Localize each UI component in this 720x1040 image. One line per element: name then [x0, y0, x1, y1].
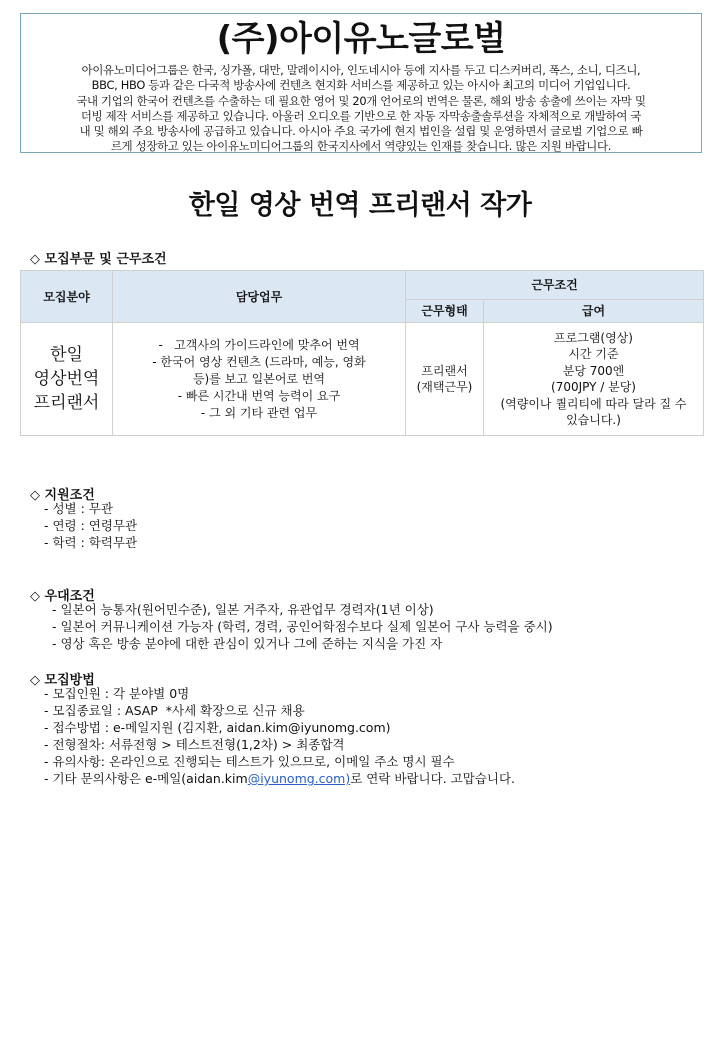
field-cell — [21, 323, 113, 436]
pay-line: 시간 기준 — [568, 347, 619, 361]
work-type-cell — [406, 323, 484, 436]
preferences-heading: ◇ 우대조건 — [30, 589, 95, 604]
duties-cell — [113, 323, 406, 436]
list-item: - 학력 : 학력무관 — [44, 535, 138, 550]
company-description-line: BBC, HBO 등과 같은 다국적 방송사에 컨텐츠 현지화 서비스를 제공하고 있는 아시아 최고의 미디어 기업입니다. — [91, 78, 631, 93]
list-item: - 전형절차: 서류전형 > 테스트전형(1,2차) > 최종합격 — [44, 737, 345, 752]
list-item: - 성별 : 무관 — [44, 501, 113, 516]
preferences-list — [30, 601, 553, 652]
list-item — [30, 770, 515, 787]
header-work-type: 근무형태 — [406, 300, 484, 323]
company-name: (주)아이유노글로벌 — [216, 19, 506, 59]
duty-line: - 고객사의 가이드라인에 맞추어 번역 — [158, 337, 360, 352]
qualifications-list — [30, 500, 137, 551]
header-field: 모집분야 — [21, 271, 113, 323]
recruit-section-heading: ◇ 모집부문 및 근무조건 — [30, 252, 167, 267]
list-item: - 영상 혹은 방송 분야에 대한 관심이 있거나 그에 준하는 지식을 가진 자 — [52, 636, 443, 651]
company-description-line: 아이유노미디어그룹은 한국, 싱가폴, 대만, 말레이시아, 인도네시아 등에 지사를 두고 디스커버리, 폭스, 소니, 디즈니, — [81, 63, 641, 77]
pay-cell — [484, 323, 704, 436]
company-description-line: 내 및 해외 주요 방송사에 공급하고 있습니다. 아시아 주요 국가에 현지 법인을 설립 및 운영하면서 글로벌 기업으로 빠 — [79, 124, 643, 139]
company-description — [21, 63, 701, 155]
company-description-line: 더빙 제작 서비스를 제공하고 있습니다. 아울러 오디오를 기반으로 한 자동 자막송출솔루션을 자체적으로 개발하여 국 — [80, 108, 642, 123]
duty-line: - 한국어 영상 컨텐츠 (드라마, 예능, 영화 — [152, 354, 366, 369]
list-item: - 일본어 커뮤니케이션 가능자 (학력, 경력, 공인어학점수보다 실제 일본어 구사 능력을 중시) — [52, 619, 553, 634]
table-header-row — [21, 271, 704, 300]
pay-line: 분당 700엔 — [562, 363, 625, 378]
application-list — [30, 685, 515, 787]
email-link[interactable]: @iyunomg.com) — [247, 771, 351, 786]
duty-line: - 그 외 기타 관련 업무 — [200, 405, 318, 420]
qualifications-heading: ◇ 지원조건 — [30, 488, 95, 503]
company-description-line: 국내 기업의 한국어 컨텐츠를 수출하는 데 필요한 영어 및 20개 언어로의 번역은 물론, 해외 방송 송출에 쓰이는 자막 및 — [76, 93, 646, 108]
list-item: - 모집종료일 : ASAP *사세 확장으로 신규 채용 — [44, 703, 305, 718]
list-item: - 모집인원 : 각 분야별 0명 — [44, 686, 190, 701]
company-header-box — [20, 13, 702, 153]
duty-line: 등)를 보고 일본어로 번역 — [192, 371, 326, 386]
contact-text: - 기타 문의사항은 e-메일(aidan.kim — [44, 771, 248, 786]
field-line: 한일 — [50, 345, 83, 365]
contact-text-end: 로 연락 바랍니다. 고맙습니다. — [350, 771, 516, 786]
application-heading: ◇ 모집방법 — [30, 673, 95, 688]
list-item: - 접수방법 : e-메일지원 (김지환, aidan.kim@iyunomg.com) — [44, 720, 391, 735]
header-pay: 급여 — [484, 300, 704, 323]
field-line: 프리랜서 — [33, 393, 100, 413]
field-line: 영상번역 — [33, 369, 100, 389]
duty-line: - 빠른 시간내 번역 능력이 요구 — [177, 388, 341, 403]
table-row — [21, 323, 704, 436]
recruit-table — [20, 270, 704, 436]
pay-line: 프로그램(영상) — [554, 330, 633, 345]
work-type-line: 프리랜서 — [421, 363, 468, 378]
job-title: 한일 영상 번역 프리랜서 작가 — [188, 190, 532, 221]
pay-line: (700JPY / 분당) — [551, 380, 636, 394]
list-item: - 일본어 능통자(원어민수준), 일본 거주자, 유관업무 경력자(1년 이상) — [52, 602, 434, 617]
header-duties: 담당업무 — [113, 271, 406, 323]
list-item: - 연령 : 연령무관 — [44, 518, 138, 533]
header-conditions: 근무조건 — [406, 271, 704, 300]
pay-line: 있습니다.) — [566, 413, 621, 427]
work-type-line: (재택근무) — [416, 380, 473, 394]
pay-line: (역량이나 퀄리티에 따라 달라 질 수 — [500, 396, 687, 411]
list-item: - 유의사항: 온라인으로 진행되는 테스트가 있으므로, 이메일 주소 명시 필수 — [44, 754, 455, 769]
company-description-line: 르게 성장하고 있는 아이유노미디어그룹의 한국지사에서 역량있는 인재를 찾습니다. 많은 지원 바랍니다. — [110, 139, 612, 154]
